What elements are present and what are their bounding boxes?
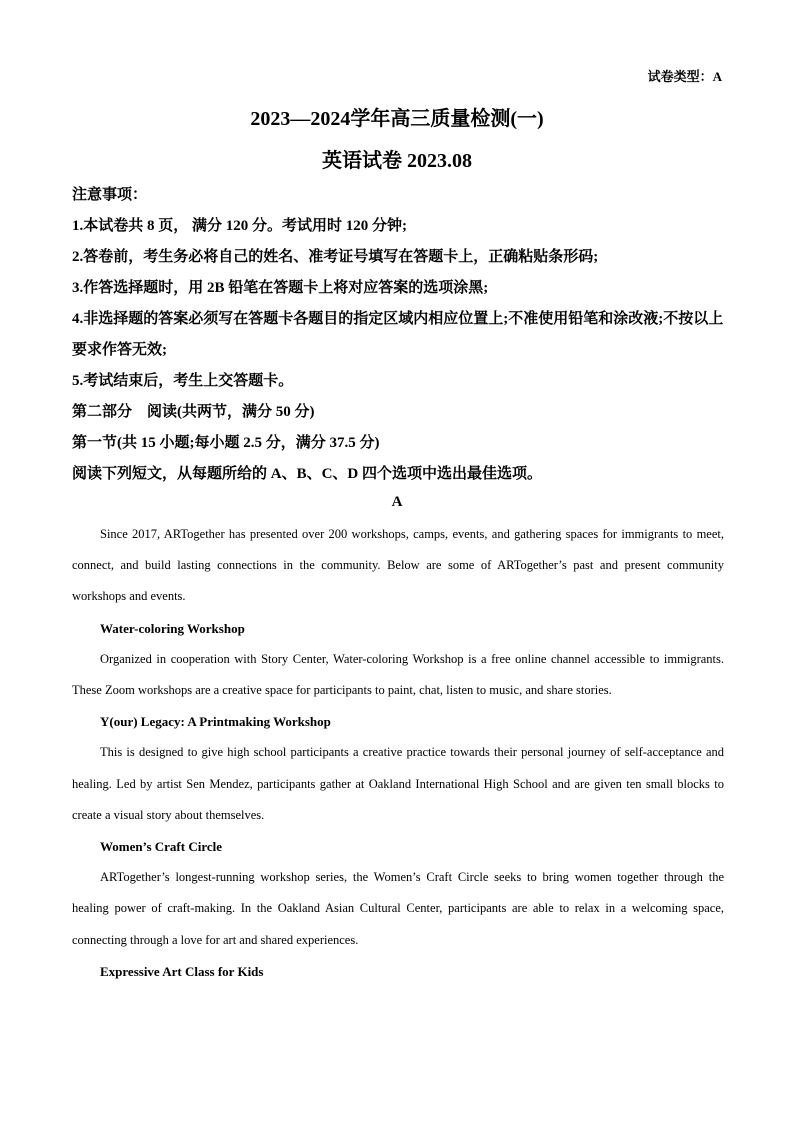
- workshop-heading-printmaking: Y(our) Legacy: A Printmaking Workshop: [100, 714, 331, 730]
- notes-heading: 注意事项：: [72, 187, 148, 203]
- workshop-heading-water-coloring: Water-coloring Workshop: [100, 620, 245, 636]
- workshop-text-craft-circle: ARTogether’s longest-running workshop series, the Women’s Craft Circle seeks to bring women together through the healing power of craft-making. In the Oakland Asian Cultural Center, participants are able to relax in a welcoming space, connecting through a love for art and shared experiences.: [72, 870, 724, 947]
- exam-notes: [72, 180, 724, 490]
- notes-item-3: 3.作答选择题时，用 2B 铅笔在答题卡上将对应答案的选项涂黑;: [72, 280, 489, 296]
- exam-type-label: 试卷类型：A: [647, 69, 722, 84]
- workshop-text-water-coloring: Organized in cooperation with Story Center, Water-coloring Workshop is a free online channel accessible to immigrants. These Zoom workshops are a creative space for participants to paint, chat, listen to music, and share stories.: [72, 651, 724, 698]
- notes-item-5: 5.考试结束后，考生上交答题卡。: [72, 373, 294, 389]
- workshop-heading-craft-circle: Women’s Craft Circle: [100, 839, 223, 855]
- workshop-heading-expressive-art: Expressive Art Class for Kids: [100, 963, 264, 979]
- exam-subtitle: 英语试卷 2023.08: [322, 150, 472, 172]
- workshop-text-printmaking: This is designed to give high school participants a creative practice towards their personal journey of self-acceptance and healing. Led by artist Sen Mendez, participants gather at Oakland International High School and are given ten small blocks to create a visual story about themselves.: [72, 745, 724, 822]
- exam-title: 2023—2024学年高三质量检测(一): [250, 108, 544, 130]
- notes-item-4: 4.非选择题的答案必须写在答题卡各题目的指定区域内相应位置上;不准使用铅笔和涂改液;不按以上要求作答无效;: [72, 311, 724, 358]
- passage-letter: A: [391, 494, 403, 510]
- reading-instruction: 阅读下列短文，从每题所给的 A、B、C、D 四个选项中选出最佳选项。: [72, 466, 543, 482]
- notes-item-2: 2.答卷前，考生务必将自己的姓名、准考证号填写在答题卡上，正确粘贴条形码;: [72, 249, 599, 265]
- passage-intro: Since 2017, ARTogether has presented over 200 workshops, camps, events, and gathering spaces for immigrants to meet, connect, and build lasting connections in the community. Below are some of ARTogether’s past and present community workshops and events.: [72, 527, 724, 604]
- notes-item-1: 1.本试卷共 8 页， 满分 120 分。考试用时 120 分钟;: [72, 218, 407, 234]
- part-two-heading: 第二部分 阅读(共两节，满分 50 分): [72, 404, 315, 420]
- section-one-heading: 第一节(共 15 小题;每小题 2.5 分，满分 37.5 分): [72, 435, 380, 451]
- reading-passage: [72, 519, 724, 987]
